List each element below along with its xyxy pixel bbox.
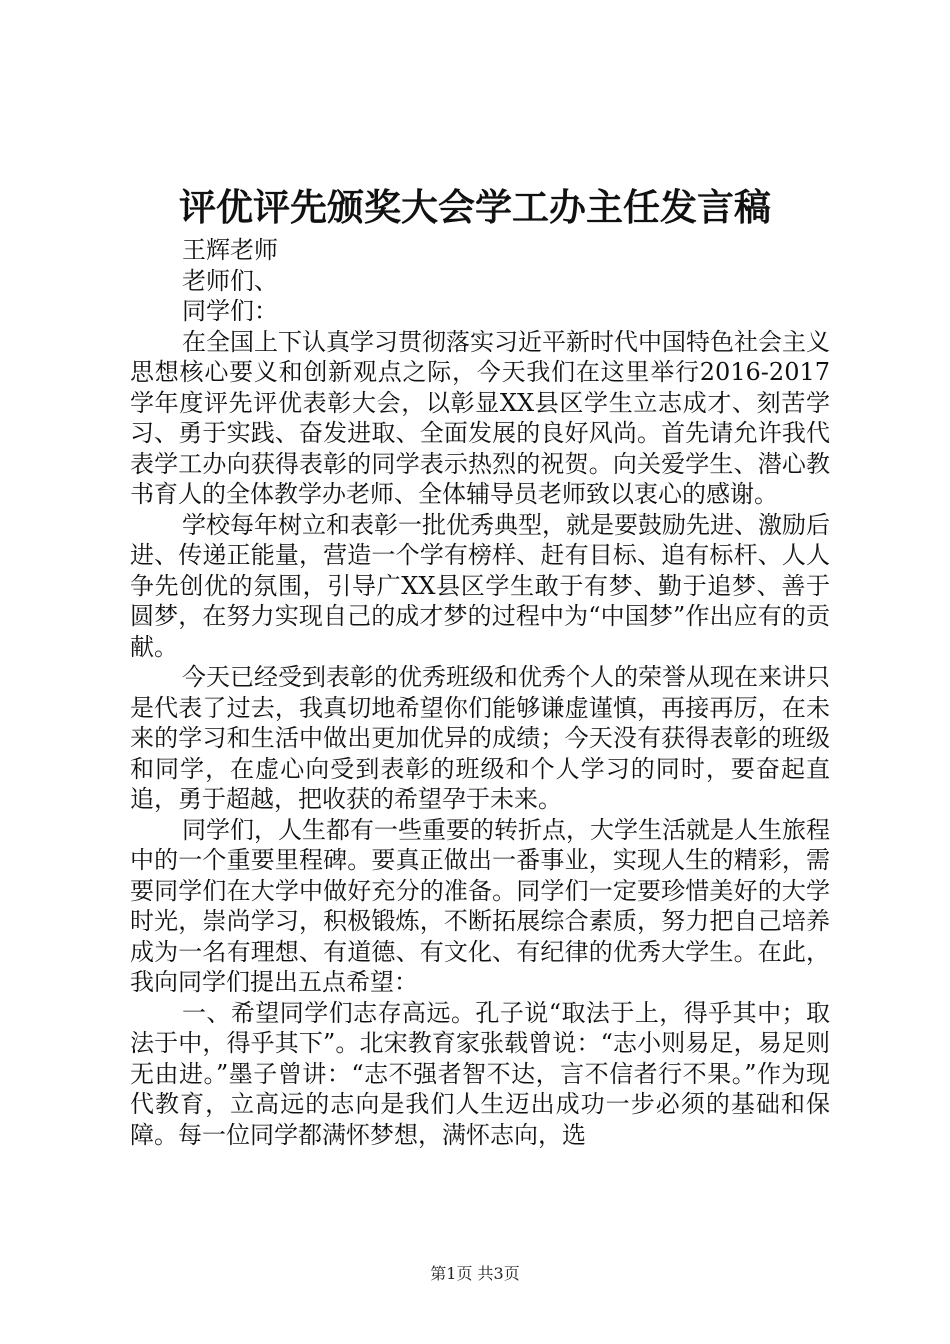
greeting-line: 同学们： xyxy=(182,297,278,325)
document-title: 评优评先颁奖大会学工办主任发言稿 xyxy=(179,186,771,229)
page-number-footer: 第1页 共3页 xyxy=(430,1264,520,1283)
body-paragraph: 在全国上下认真学习贯彻落实习近平新时代中国特色社会主义思想核心要义和创新观点之际，今天我们在这里举行2016-2017学年度评先评优表彰大会，以彰显XX县区学生立志成才、刻苦学习、勇于实践、奋发进取、全面发展的良好风尚。首先请允许我代表学工办向获得表彰的同学表示热烈的祝贺。向关爱学生、潜心教书育人的全体教学办老师、全体辅导员老师致以衷心的感谢。 xyxy=(130,327,830,508)
body-paragraph: 学校每年树立和表彰一批优秀典型，就是要鼓励先进、激励后进、传递正能量，营造一个学有榜样、赶有目标、追有标杆、人人争先创优的氛围，引导广XX县区学生敢于有梦、勤于追梦、善于圆梦，在努力实现自己的成才梦的过程中为“中国梦”作出应有的贡献。 xyxy=(130,510,830,661)
body-paragraph: 同学们，人生都有一些重要的转折点，大学生活就是人生旅程中的一个重要里程碑。要真正做出一番事业，实现人生的精彩，需要同学们在大学中做好充分的准备。同学们一定要珍惜美好的大学时光，崇尚学习，积极锻炼，不断拓展综合素质，努力把自己培养成为一名有理想、有道德、有文化、有纪律的优秀大学生。在此，我向同学们提出五点希望： xyxy=(130,815,830,996)
body-paragraph: 一、希望同学们志存高远。孔子说“取法于上，得乎其中；取法于中，得乎其下”。北宋教育家张载曾说：“志小则易足，易足则无由进。”墨子曾讲：“志不强者智不达，言不信者行不果。”作为现代教育，立高远的志向是我们人生迈出成功一步必须的基础和保障。每一位同学都满怀梦想，满怀志向，选 xyxy=(130,998,830,1149)
greeting-line: 老师们、 xyxy=(182,266,278,295)
document-body xyxy=(130,235,830,1150)
body-paragraph: 今天已经受到表彰的优秀班级和优秀个人的荣誉从现在来讲只是代表了过去，我真切地希望你们能够谦虚谨慎，再接再厉，在未来的学习和生活中做出更加优异的成绩；今天没有获得表彰的班级和同学，在虚心向受到表彰的班级和个人学习的同时，要奋起直追，勇于超越，把收获的希望孕于未来。 xyxy=(130,663,830,813)
greeting-line: 王辉老师 xyxy=(182,236,278,264)
